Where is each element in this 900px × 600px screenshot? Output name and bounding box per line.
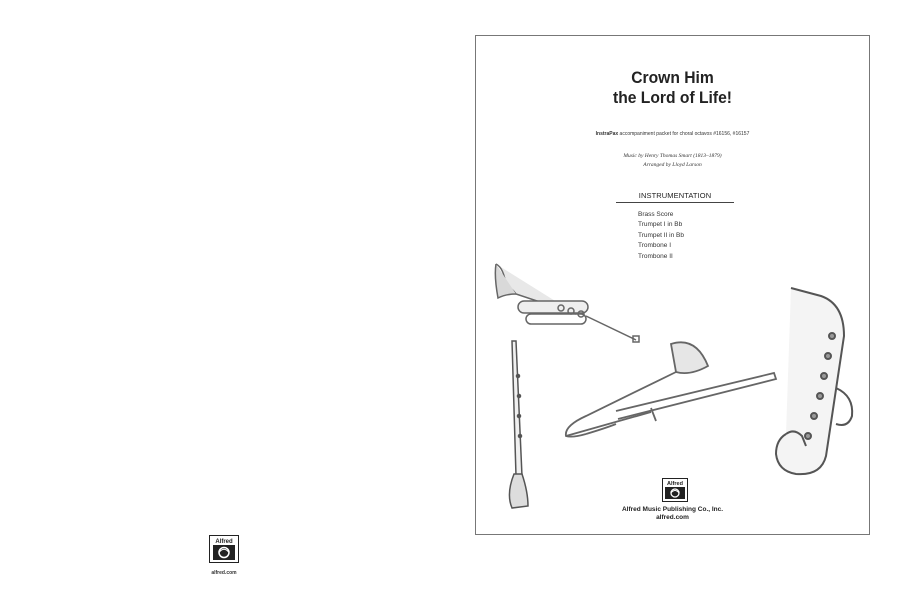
arranger-credit: Arranged by Lloyd Larson — [643, 162, 702, 168]
instrumentation-heading: INSTRUMENTATION — [638, 191, 712, 200]
instrument-item: Brass Score — [638, 211, 674, 218]
trumpet-illustration — [495, 264, 639, 342]
subtitle-brand: InstraPax — [595, 131, 619, 137]
publisher-url[interactable]: alfred.com — [656, 514, 689, 521]
svg-text:Alfred: Alfred — [215, 539, 233, 545]
instrument-item: Trombone II — [638, 252, 673, 260]
title — [492, 68, 854, 108]
instrument-item: Trumpet II in Bb — [638, 231, 684, 239]
front-cover — [475, 35, 870, 535]
credits — [476, 152, 869, 170]
instrumentation-list — [638, 210, 684, 262]
subtitle — [476, 131, 869, 137]
alfred-logo — [662, 478, 688, 502]
trombone-illustration — [566, 342, 776, 436]
instrumentation-divider — [616, 202, 734, 203]
publisher-info — [476, 506, 869, 522]
clarinet-illustration — [509, 341, 528, 508]
svg-text:Alfred: Alfred — [667, 481, 683, 487]
music-credit: Music by Henry Thomas Smart (1813–1879) — [623, 153, 722, 159]
publisher-name: Alfred Music Publishing Co., Inc. — [621, 506, 724, 513]
alfred-logo-back — [209, 535, 239, 563]
title-line-1: Crown Him — [631, 68, 714, 87]
instrument-item: Trombone I — [638, 242, 671, 250]
title-line-2: the Lord of Life! — [612, 88, 733, 107]
instrument-illustrations — [476, 36, 870, 535]
saxophone-illustration — [776, 288, 852, 474]
back-url[interactable]: alfred.com — [211, 570, 237, 576]
subtitle-text: accompaniment packet for choral octavos #16156, #16157 — [618, 131, 750, 137]
instrument-item: Trumpet I in Bb — [638, 221, 683, 229]
